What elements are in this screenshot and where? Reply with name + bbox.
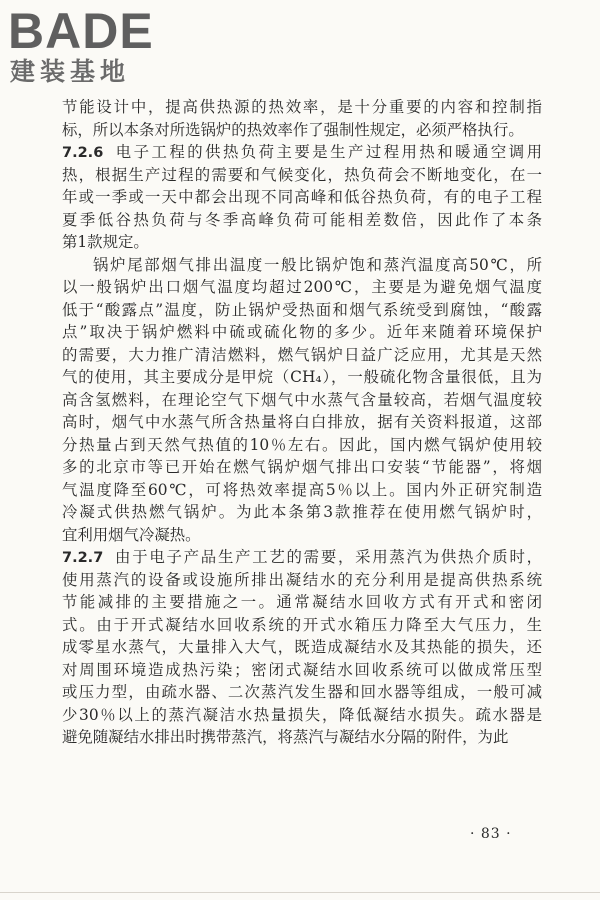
line-text: 分热量占到天然气热值的10％左右。因此，国内燃气锅炉使用较 bbox=[62, 435, 542, 454]
text-line bbox=[62, 141, 542, 164]
line-text: 点”取决于锅炉燃料中硫或硫化物的多少。近年来随着环境保护 bbox=[62, 323, 542, 341]
text-line bbox=[62, 164, 542, 187]
line-text: 节能减排的主要措施之一。通常凝结水回收方式有开式和密闭 bbox=[62, 593, 542, 611]
line-text: 或压力型，由疏水器、二次蒸汽发生器和回水器等组成，一般可减 bbox=[62, 683, 542, 701]
text-line bbox=[62, 681, 542, 704]
text-line bbox=[62, 366, 542, 389]
text-line bbox=[62, 614, 542, 637]
text-line bbox=[62, 456, 542, 479]
line-text: 对周围环境造成热污染；密闭式凝结水回收系统可以做成常压型 bbox=[62, 660, 542, 679]
line-text: 第1款规定。 bbox=[62, 233, 149, 251]
line-text: 的需要，大力推广清洁燃料，燃气锅炉日益广泛应用，尤其是天然 bbox=[62, 345, 542, 364]
text-line bbox=[62, 254, 542, 277]
logo-subtitle: 建装基地 bbox=[10, 57, 131, 86]
section-number: 7.2.6 bbox=[62, 145, 104, 161]
text-line bbox=[62, 569, 542, 592]
line-text: 成零星水蒸气，大量排入大气，既造成凝结水及其热能的损失，还 bbox=[62, 638, 542, 656]
text-line bbox=[62, 636, 542, 659]
document-body bbox=[62, 96, 542, 749]
text-line bbox=[62, 276, 542, 299]
text-line bbox=[62, 726, 542, 749]
text-line bbox=[62, 231, 542, 254]
text-line bbox=[62, 434, 542, 457]
text-line bbox=[62, 411, 542, 434]
line-text: 电子工程的供热负荷主要是生产过程用热和暖通空调用 bbox=[113, 143, 542, 161]
paragraph bbox=[62, 254, 542, 547]
text-line bbox=[62, 96, 542, 119]
line-text: 气的使用，其主要成分是甲烷（CH₄），一般硫化物含量很低，且为 bbox=[62, 368, 542, 386]
text-line bbox=[62, 209, 542, 232]
line-text: 夏季低谷热负荷与冬季高峰负荷可能相差数倍，因此作了本条 bbox=[62, 210, 542, 229]
line-text: 宜利用烟气冷凝热。 bbox=[62, 525, 201, 544]
paragraph bbox=[62, 96, 542, 141]
text-line bbox=[62, 546, 542, 569]
line-text: 气温度降至60℃，可将热效率提高5％以上。国内外正研究制造 bbox=[62, 480, 542, 499]
line-text: 高时，烟气中水蒸气所含热量将白白排放，据有关资料报道，这部 bbox=[62, 413, 542, 431]
footer-divider bbox=[0, 892, 600, 893]
line-text: 冷凝式供热燃气锅炉。为此本条第3款推荐在使用燃气锅炉时， bbox=[62, 503, 542, 521]
line-text: 多的北京市等已开始在燃气锅炉烟气排出口安装“节能器”，将烟 bbox=[62, 458, 542, 476]
line-text: 由于电子产品生产工艺的需要，采用蒸汽为供热介质时， bbox=[113, 548, 542, 566]
text-line bbox=[62, 321, 542, 344]
line-text: 少30％以上的蒸汽凝洁水热量损失，降低凝结水损失。疏水器是 bbox=[62, 705, 542, 724]
logo-wordmark: BADE bbox=[8, 3, 154, 59]
text-line bbox=[62, 119, 542, 142]
logo bbox=[8, 3, 178, 88]
text-line bbox=[62, 389, 542, 412]
line-text: 锅炉尾部烟气排出温度一般比锅炉饱和蒸汽温度高50℃，所 bbox=[93, 255, 542, 274]
line-text: 以一般锅炉出口烟气温度均超过200℃，主要是为避免烟气温度 bbox=[62, 278, 542, 296]
text-line bbox=[62, 479, 542, 502]
text-line bbox=[62, 659, 542, 682]
line-text: 高含氢燃料，在理论空气下烟气中水蒸气含量较高，若烟气温度较 bbox=[62, 390, 542, 409]
line-text: 年或一季或一天中都会出现不同高峰和低谷热负荷，有的电子工程 bbox=[62, 188, 542, 206]
text-line bbox=[62, 501, 542, 524]
text-line bbox=[62, 524, 542, 547]
section-paragraph-7-2-6 bbox=[62, 141, 542, 254]
text-line bbox=[62, 591, 542, 614]
line-text: 标，所以本条对所选锅炉的热效率作了强制性规定，必须严格执行。 bbox=[62, 120, 524, 139]
text-line bbox=[62, 186, 542, 209]
section-number: 7.2.7 bbox=[62, 550, 104, 566]
page-number: · 83 · bbox=[470, 826, 512, 842]
text-line bbox=[62, 299, 542, 322]
line-text: 低于“酸露点”温度，防止锅炉受热面和烟气系统受到腐蚀，“酸露 bbox=[62, 300, 542, 319]
line-text: 避免随凝结水排出时携带蒸汽，将蒸汽与凝结水分隔的附件，为此 bbox=[62, 728, 509, 746]
line-text: 节能设计中，提高供热源的热效率，是十分重要的内容和控制指 bbox=[62, 98, 542, 116]
text-line bbox=[62, 344, 542, 367]
line-text: 使用蒸汽的设备或设施所排出凝结水的充分利用是提高供热系统 bbox=[62, 570, 542, 589]
text-line bbox=[62, 704, 542, 727]
line-text: 式。由于开式凝结水回收系统的开式水箱压力降至大气压力，生 bbox=[62, 615, 542, 634]
section-paragraph-7-2-7 bbox=[62, 546, 542, 749]
line-text: 热，根据生产过程的需要和气候变化，热负荷会不断地变化，在一 bbox=[62, 165, 542, 184]
